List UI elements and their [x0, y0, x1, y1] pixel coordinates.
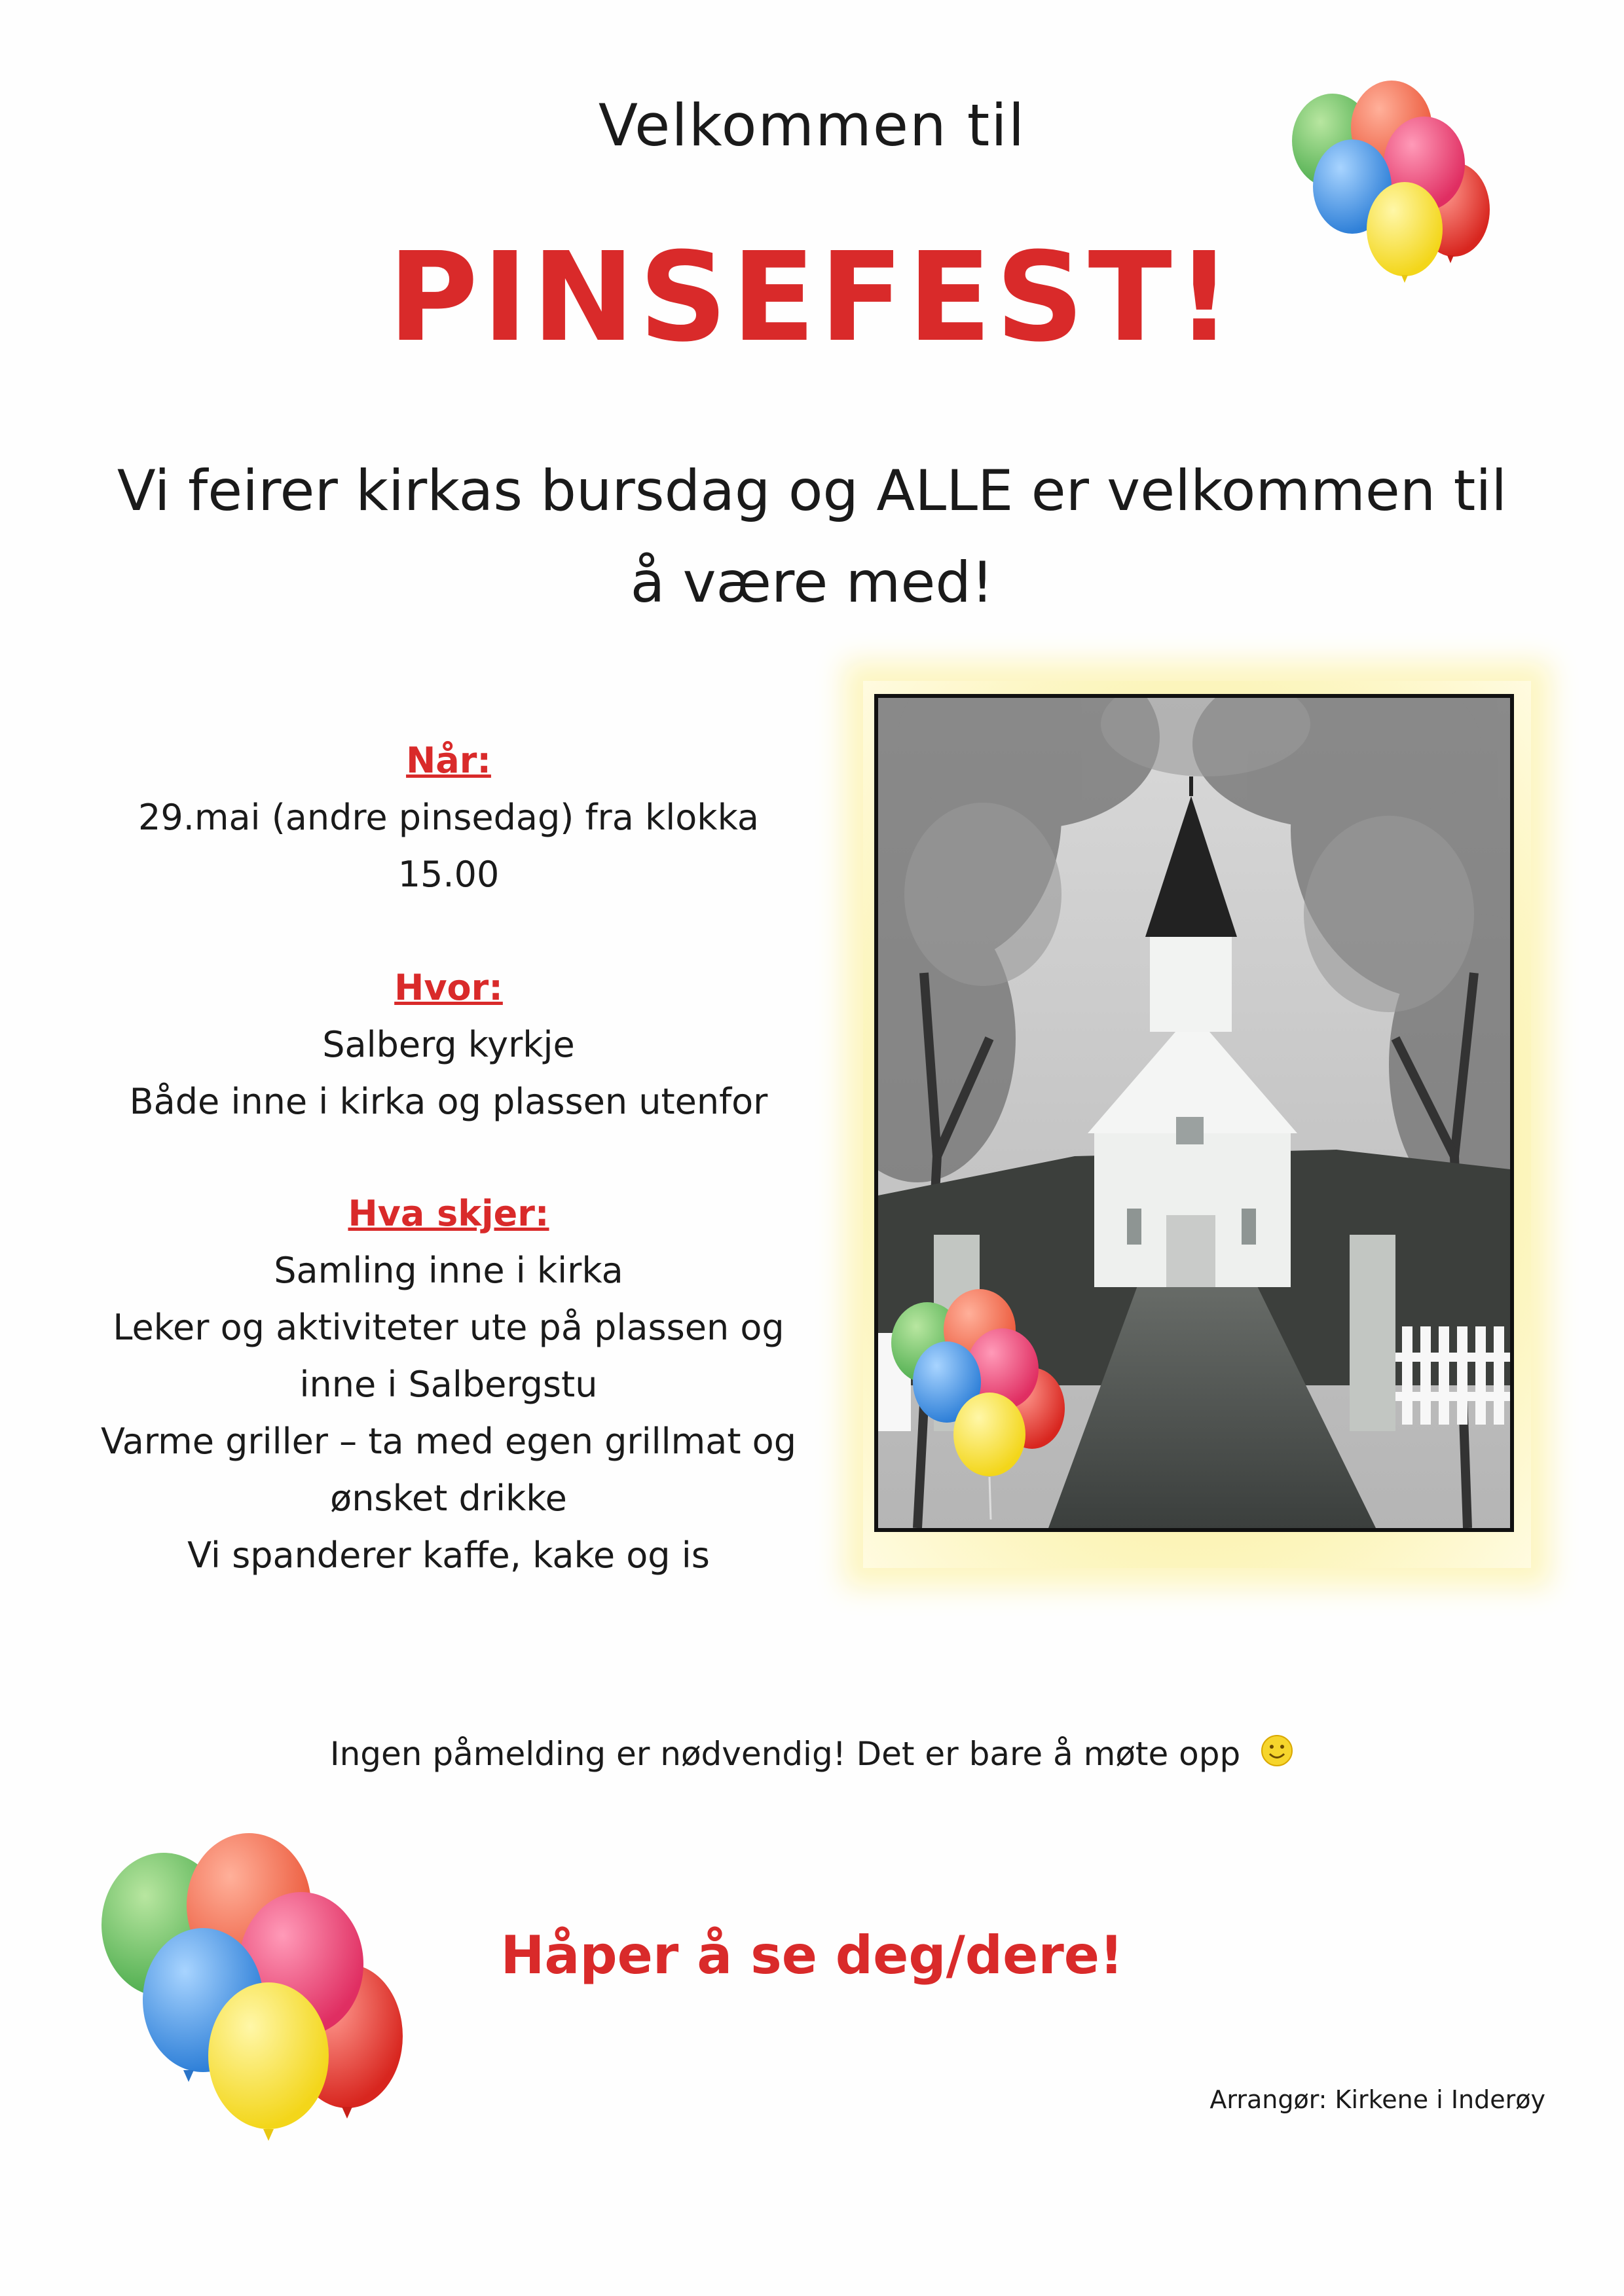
info-where — [85, 959, 812, 1130]
intro-line: Vi feirer kirkas bursdag og ALLE er velkommen til — [117, 458, 1507, 524]
when-line: 29.mai (andre pinsedag) fra klokka — [138, 797, 759, 838]
event-title: PINSEFEST! — [388, 226, 1236, 369]
what-line: Vi spanderer kaffe, kake og is — [187, 1535, 710, 1576]
info-what — [85, 1185, 812, 1584]
church-illustration — [878, 698, 1510, 1528]
where-line: Salberg kyrkje — [322, 1024, 575, 1065]
what-line: Varme griller – ta med egen grillmat og — [101, 1421, 796, 1462]
closing-message: Håper å se deg/dere! — [500, 1925, 1124, 1986]
church-photo — [874, 694, 1514, 1532]
what-line: Leker og aktiviteter ute på plassen og — [113, 1307, 784, 1348]
where-line: Både inne i kirka og plassen utenfor — [129, 1081, 768, 1122]
where-heading: Hvor: — [394, 967, 503, 1008]
when-heading: Når: — [406, 740, 491, 781]
info-when — [85, 732, 812, 903]
balloons-icon — [92, 1827, 419, 2167]
what-line: Samling inne i kirka — [274, 1250, 623, 1291]
intro-text — [92, 445, 1532, 629]
what-line: ønsket drikke — [330, 1478, 567, 1519]
smiley-icon — [1260, 1734, 1294, 1768]
what-line: inne i Salbergstu — [299, 1364, 598, 1405]
when-line: 15.00 — [397, 854, 500, 895]
what-heading: Hva skjer: — [348, 1193, 549, 1234]
note-line — [0, 1734, 1624, 1773]
intro-line: å være med! — [630, 550, 994, 615]
welcome-heading: Velkommen til — [598, 92, 1026, 159]
organizer-credit: Arrangør: Kirkene i Inderøy — [1209, 2085, 1545, 2114]
note-text: Ingen påmelding er nødvendig! Det er bare å møte opp — [329, 1735, 1241, 1773]
